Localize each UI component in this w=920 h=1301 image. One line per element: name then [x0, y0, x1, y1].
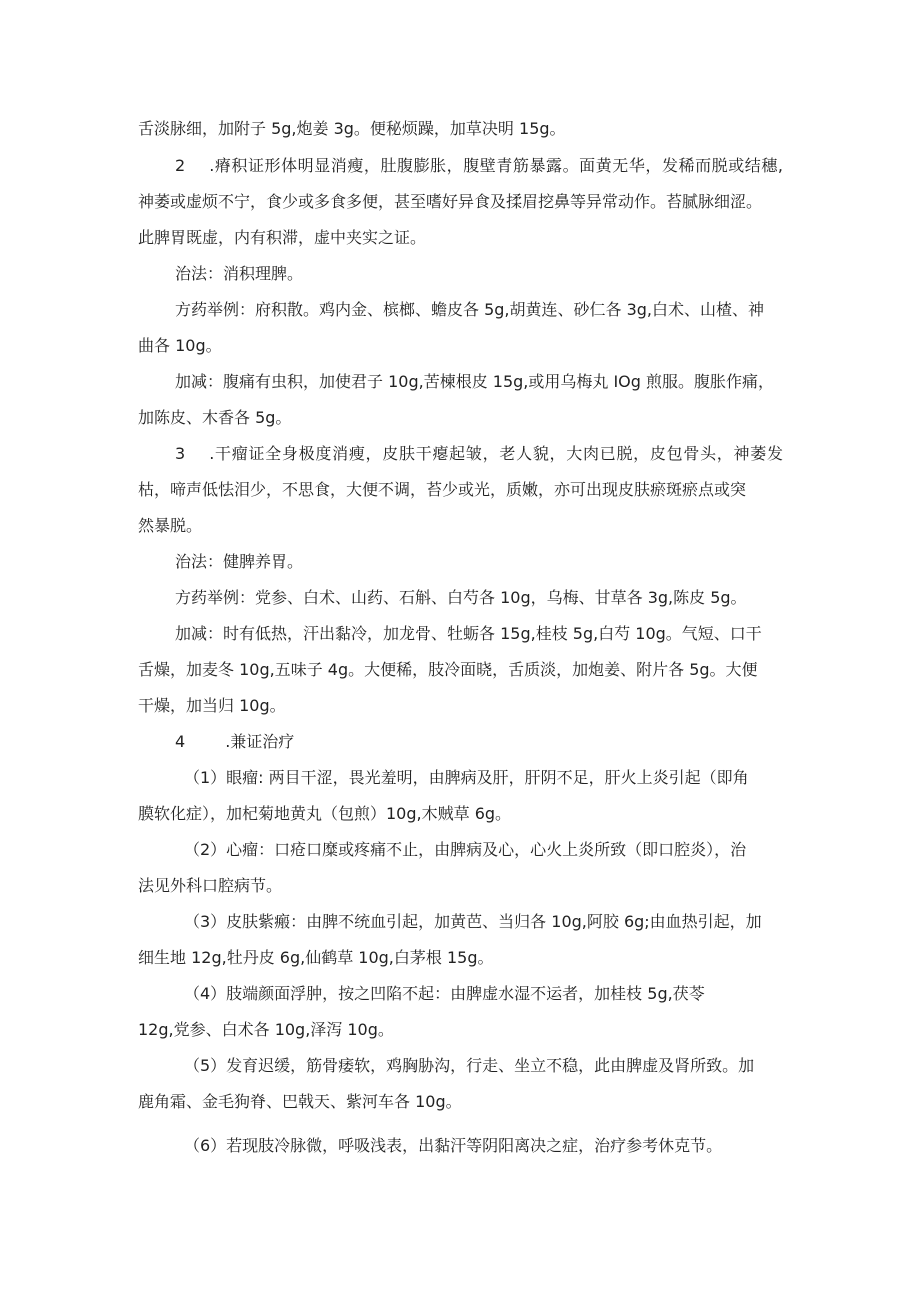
section-4-heading-line [175, 731, 294, 753]
modification-line: 加减：时有低热，汗出黏冷，加龙骨、牡蛎各 15g,桂枝 5g,白芍 10g。气短、口干 [175, 624, 762, 643]
section-number: 3 [175, 444, 186, 463]
paragraph-line: 神萎或虚烦不宁，食少或多食多便，甚至嗜好异食及揉眉挖鼻等异常动作。苔腻脉细涩。 [138, 192, 763, 211]
section-number: 2 [175, 156, 186, 175]
list-item-line: （6）若现肢冷脉微，呼吸浅表，出黏汗等阴阳离决之症，治疗参考休克节。 [184, 1136, 723, 1155]
section-2-text: .瘠积证形体明显消瘦，肚腹膨胀，腹壁青筋暴露。面黄无华，发稀而脱或结穗, [209, 156, 783, 175]
prescription-line: 曲各 10g。 [138, 336, 222, 355]
section-3-heading-line [175, 443, 783, 465]
modification-line: 加陈皮、木香各 5g。 [138, 408, 292, 427]
paragraph-line: 此脾胃既虚，内有积滞，虚中夹实之证。 [138, 228, 427, 247]
section-3-text: .干瘤证全身极度消瘦，皮肤干瘪起皱，老人貌，大肉已脱，皮包骨头，神萎发 [209, 444, 783, 463]
list-item-line: （2）心瘤：口疮口糜或疼痛不止，由脾病及心，心火上炎所致（即口腔炎），治 [184, 840, 747, 859]
list-item-line: （3）皮肤紫瘢：由脾不统血引起，加黄芭、当归各 10g,阿胶 6g;由血热引起，加 [184, 912, 762, 931]
list-item-line: 细生地 12g,牡丹皮 6g,仙鹤草 10g,白茅根 15g。 [138, 948, 494, 967]
list-item-line: 法见外科口腔病节。 [138, 876, 283, 895]
prescription-line: 方药举例：府积散。鸡内金、槟榔、蟾皮各 5g,胡黄连、砂仁各 3g,白术、山楂、神 [175, 300, 765, 319]
modification-line: 干燥，加当归 10g。 [138, 696, 286, 715]
paragraph-line: 枯，啼声低怯泪少，不思食，大便不调，苔少或光，质嫩，亦可出现皮肤瘀斑瘀点或突 [138, 480, 747, 499]
treatment-method: 治法：消积理脾。 [175, 264, 304, 283]
list-item-line: 鹿角霜、金毛狗脊、巴戟天、紫河车各 10g。 [138, 1092, 462, 1111]
list-item-line: （4）肢端颜面浮肿，按之凹陷不起：由脾虚水湿不运者，加桂枝 5g,茯苓 [184, 984, 705, 1003]
list-item-line: （1）眼瘤: 两目干涩，畏光羞明，由脾病及肝，肝阴不足，肝火上炎引起（即角 [184, 768, 749, 787]
treatment-method: 治法：健脾养胃。 [175, 552, 304, 571]
section-4-title: .兼证治疗 [225, 732, 295, 751]
paragraph-line: 然暴脱。 [138, 516, 203, 535]
paragraph-line: 舌淡脉细，加附子 5g,炮姜 3g。便秘烦躁，加草决明 15g。 [138, 119, 566, 138]
list-item-line: （5）发育迟缓，筋骨痿软，鸡胸胁沟，行走、坐立不稳，此由脾虚及肾所致。加 [184, 1056, 755, 1075]
modification-line: 加减：腹痛有虫积，加使君子 10g,苦楝根皮 15g,或用乌梅丸 IOg 煎服。腹胀作痛， [175, 372, 775, 391]
section-number: 4 [175, 732, 186, 751]
prescription-line: 方药举例：党参、白术、山药、石斛、白芍各 10g，乌梅、甘草各 3g,陈皮 5g。 [175, 588, 747, 607]
list-item-line: 12g,党参、白术各 10g,泽泻 10g。 [138, 1020, 394, 1039]
section-2-heading-line [175, 155, 783, 177]
list-item-line: 膜软化症），加杞菊地黄丸（包煎）10g,木贼草 6g。 [138, 804, 512, 823]
modification-line: 舌燥，加麦冬 10g,五味子 4g。大便稀，肢冷面晓，舌质淡，加炮姜、附片各 5g。大便 [138, 660, 758, 679]
